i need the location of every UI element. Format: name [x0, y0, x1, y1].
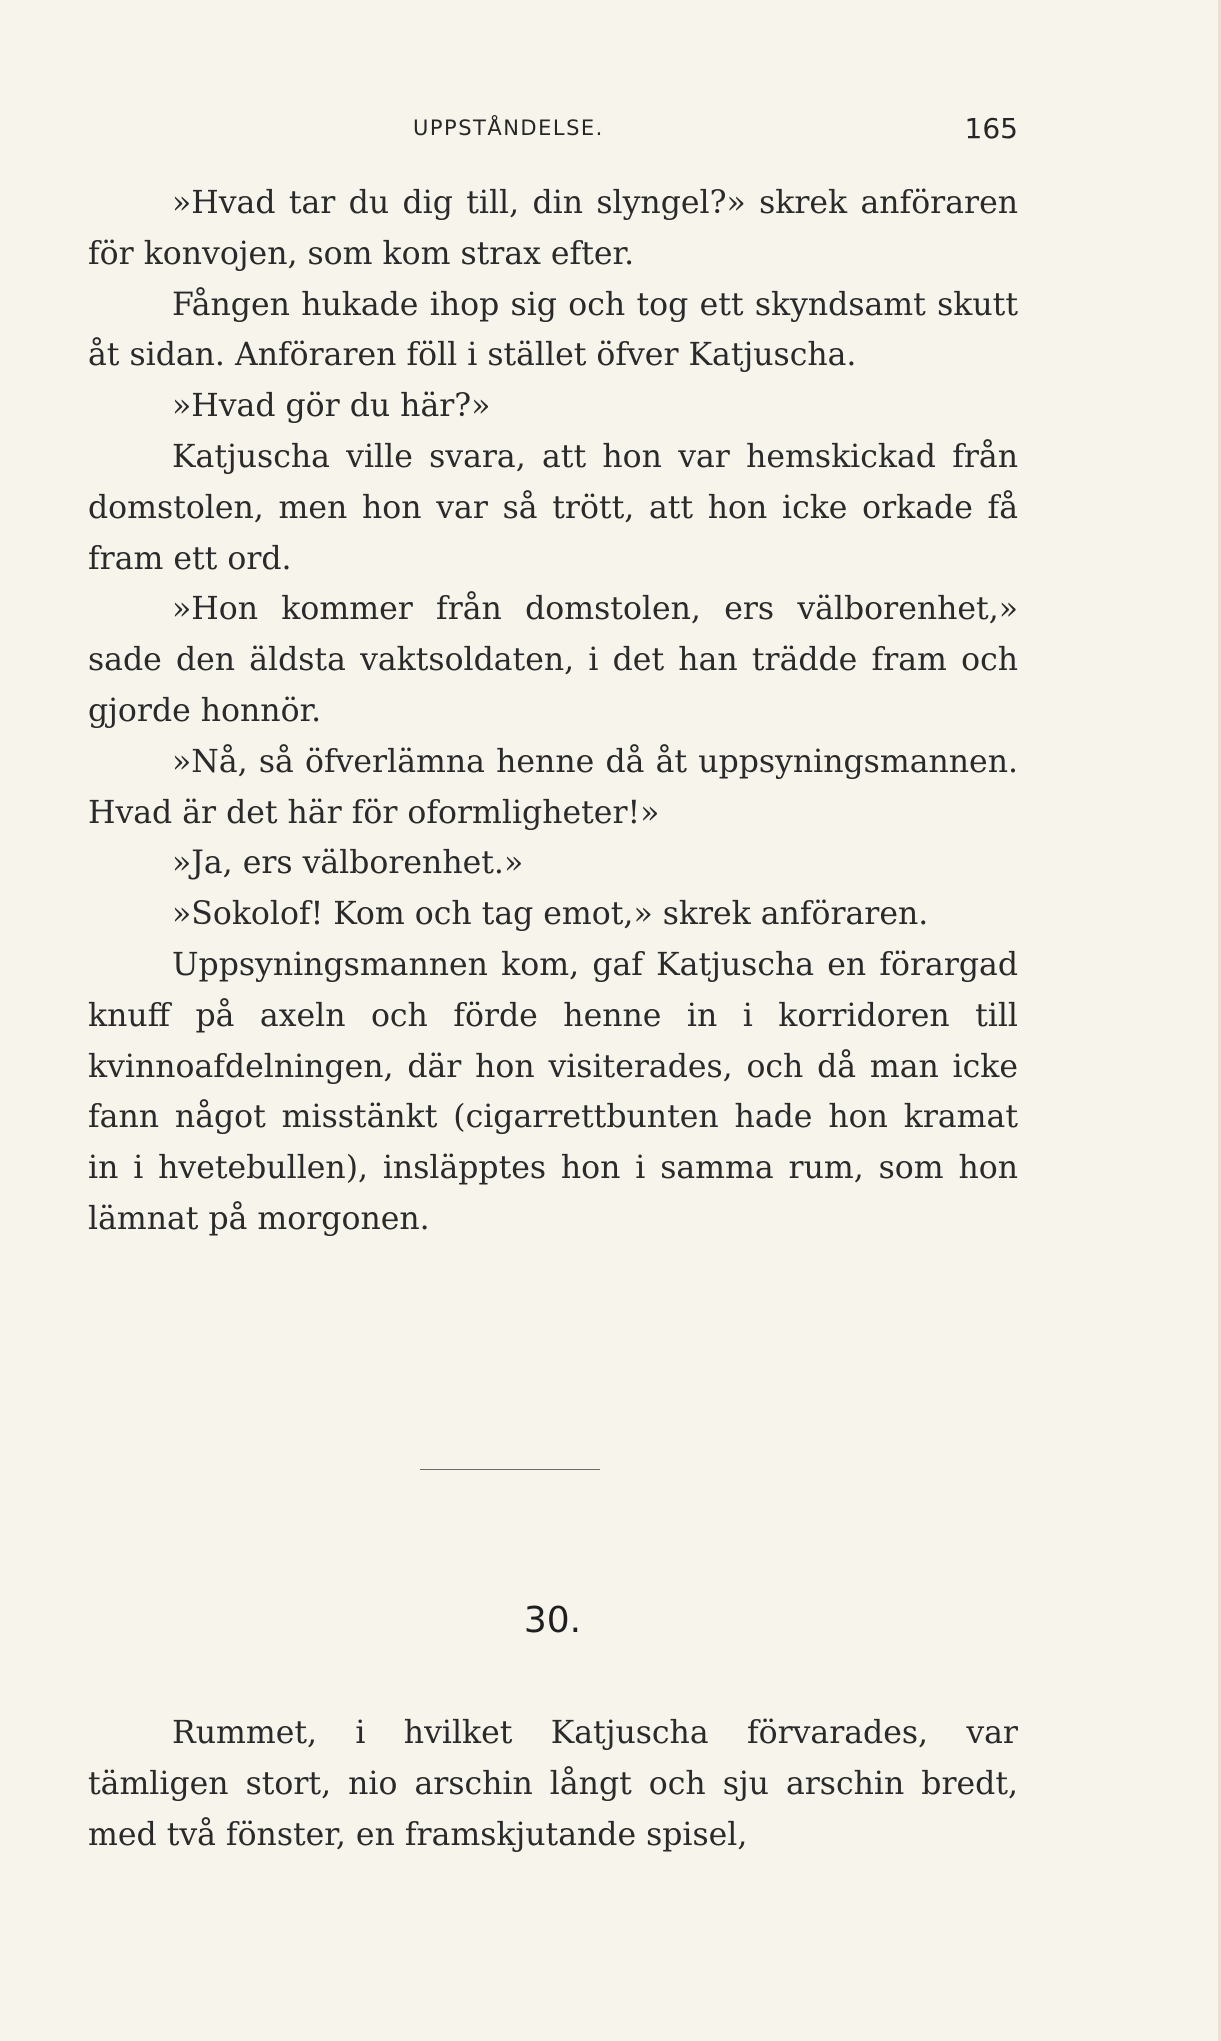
paragraph: Rummet, i hvilket Katjuscha förvarades, var tämligen stort, nio arschin långt och sju arschin bredt, med två fönster, en framskjutande spisel,	[88, 1715, 1018, 1853]
running-head: UPPSTÅNDELSE.	[413, 116, 604, 140]
page-header	[88, 112, 1018, 152]
section-separator-rule	[420, 1469, 600, 1470]
paragraph: »Sokolof! Kom och tag emot,» skrek anföraren.	[172, 896, 929, 933]
chapter-number: 30.	[523, 1600, 582, 1641]
paragraph: »Ja, ers välborenhet.»	[172, 845, 524, 882]
paragraph: Fången hukade ihop sig och tog ett skyndsamt skutt åt sidan. Anföraren föll i stället öfver Katjuscha.	[88, 286, 1018, 374]
paragraph: Uppsyningsmannen kom, gaf Katjuscha en förargad knuff på axeln och förde henne in i korridoren till kvinnoafdelningen, där hon visiterades, och då man icke fann något misstänkt (cigarrettbunten hade hon kramat in i hvetebullen), insläpptes hon i samma rum, som hon lämnat på morgonen.	[88, 946, 1018, 1237]
paragraph: Katjuscha ville svara, att hon var hemskickad från domstolen, men hon var så trött, att hon icke orkade få fram ett ord.	[88, 438, 1018, 577]
chapter-body-text	[88, 1708, 1018, 1860]
page-number: 165	[964, 112, 1018, 145]
paragraph: »Nå, så öfverlämna henne då åt uppsyningsmannen. Hvad är det här för oformligheter!»	[88, 743, 1018, 831]
body-text	[88, 178, 1018, 1245]
paragraph: »Hvad gör du här?»	[172, 388, 491, 425]
paragraph: »Hvad tar du dig till, din slyngel?» skrek anföraren för konvojen, som kom strax efter.	[88, 185, 1018, 272]
paragraph: »Hon kommer från domstolen, ers välborenhet,» sade den äldsta vaktsoldaten, i det han trädde fram och gjorde honnör.	[88, 591, 1018, 729]
